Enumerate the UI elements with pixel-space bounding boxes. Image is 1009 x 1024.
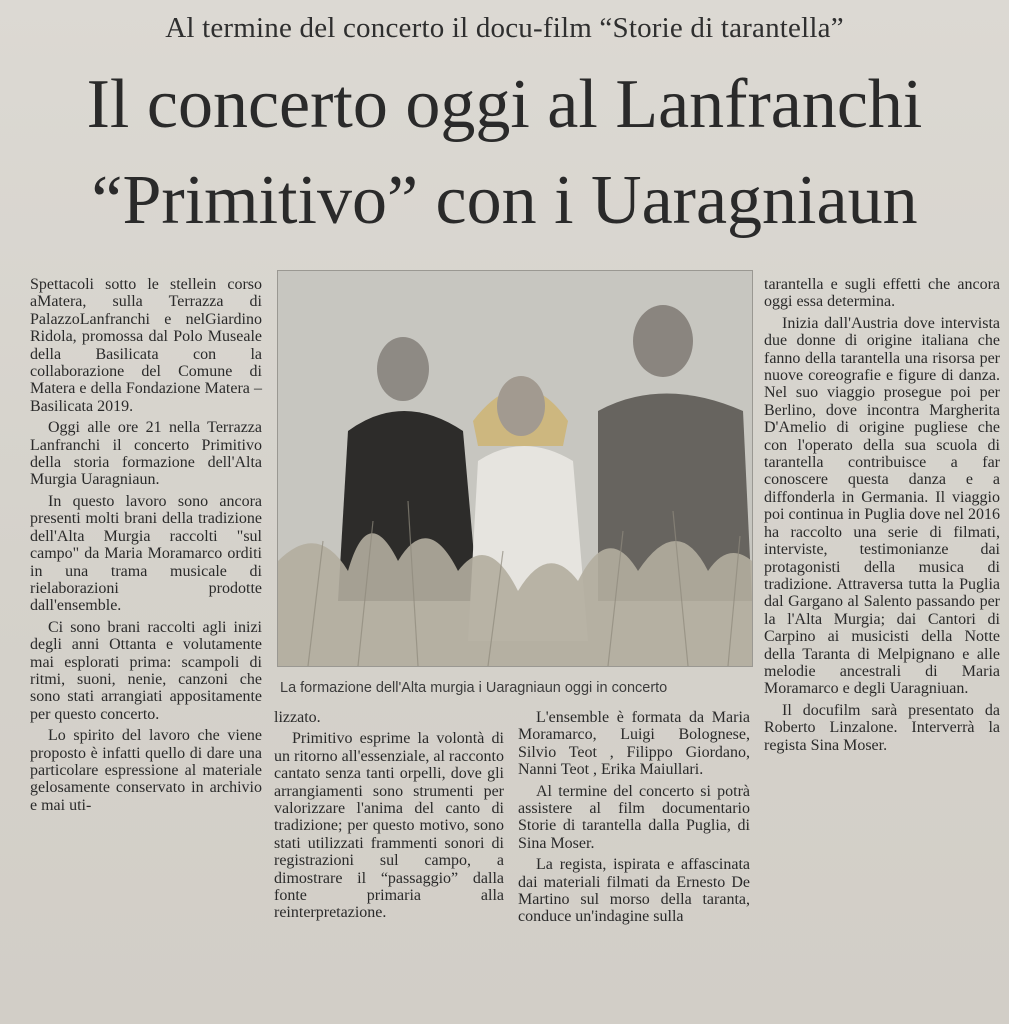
paragraph: Ci sono brani raccolti agli inizi degli anni Ottanta e volutamente mai esplorati prima: scampoli di ritmi, suoni, nenie, canzoni che sono stati arrangiati appositamente per questo concerto.: [30, 618, 262, 723]
paragraph: lizzato.: [274, 709, 321, 726]
article-column-1: [30, 276, 262, 818]
paragraph: Primitivo esprime la volontà di un ritorno all'essenziale, al racconto cantato senza tanti orpelli, dove gli arrangiamenti sono strumenti per valorizzare l'anima del canto di tradizione; per questo motivo, sono stati utilizzati frammenti sonori di registrazioni sul campo, a dimostrare il “passaggio” dalla fonte primaria alla reinterpretazione.: [274, 730, 504, 922]
paragraph: L'ensemble è formata da Maria Moramarco, Luigi Bolognese, Silvio Teot , Filippo Giordano, Nanni Teot , Erika Maiullari.: [518, 709, 750, 779]
band-photo: [277, 270, 753, 667]
article-kicker: Al termine del concerto il docu-film “Storie di tarantella”: [165, 12, 844, 44]
paragraph: Lo spirito del lavoro che viene proposto è infatti quello di dare una particolare espressione al materiale gelosamente conservato in archivio e mai uti-: [30, 727, 262, 814]
paragraph: Spettacoli sotto le stellein corso aMatera, sulla Terrazza di PalazzoLanfranchi e nelGiardino Ridola, promossa dal Polo Museale della Basilicata con la collaborazione del Comune di Matera e della Fondazione Matera – Basilicata 2019.: [30, 276, 262, 415]
article-column-4: [764, 276, 1000, 758]
headline-line-2: “Primitivo” con i Uaragniaun: [91, 162, 918, 239]
paragraph: Al termine del concerto si potrà assistere al film documentario Storie di tarantella dalla Puglia, di Sina Moser.: [518, 782, 750, 852]
headline-line-1: Il concerto oggi al Lanfranchi: [86, 66, 923, 143]
paragraph: La regista, ispirata e affascinata dai materiali filmati da Ernesto De Martino sul morso della taranta, conduce un'indagine sulla: [518, 856, 750, 926]
paragraph: Oggi alle ore 21 nella Terrazza Lanfranchi il concerto Primitivo della storia formazione dell'Alta Murgia Uaragniaun.: [30, 419, 262, 489]
paragraph: Il docufilm sarà presentato da Roberto Linzalone. Interverrà la regista Sina Moser.: [764, 701, 1000, 754]
paragraph: In questo lavoro sono ancora presenti molti brani della tradizione dell'Alta Murgia raccolti "sul campo" da Maria Moramarco orditi in una trama musicale di rielaborazioni prodotte dall'ensemble.: [30, 492, 262, 615]
paragraph: Inizia dall'Austria dove intervista due donne di origine italiana che fanno della tarantella una risorsa per nuove coreografie e figure di danza. Nel suo viaggio prosegue poi per Berlino, dove incontra Margherita D'Amelio di origine pugliese che con l'operato della sua scuola di tarantella contribuisce a far conoscere questa danza e a diffonderla in Germania. Il viaggio poi continua in Puglia dove nel 2016 ha raccolto una serie di filmati, interviste, testimonianze dai protagonisti della musica di tradizione. Attraversa tutta la Puglia dal Gargano al Salento passando per la l'Alta Murgia; dai Cantori di Carpino ai musicisti della Notte della Taranta di Melpignano e alle melodie ancestrali di Maria Moramarco e degli Uaragniuan.: [764, 314, 1000, 698]
article-column-2: [274, 709, 504, 926]
article-column-3: [518, 709, 750, 930]
paragraph: tarantella e sugli effetti che ancora oggi essa determina.: [764, 276, 1000, 311]
photo-caption: La formazione dell'Alta murgia i Uaragniaun oggi in concerto: [280, 680, 668, 696]
